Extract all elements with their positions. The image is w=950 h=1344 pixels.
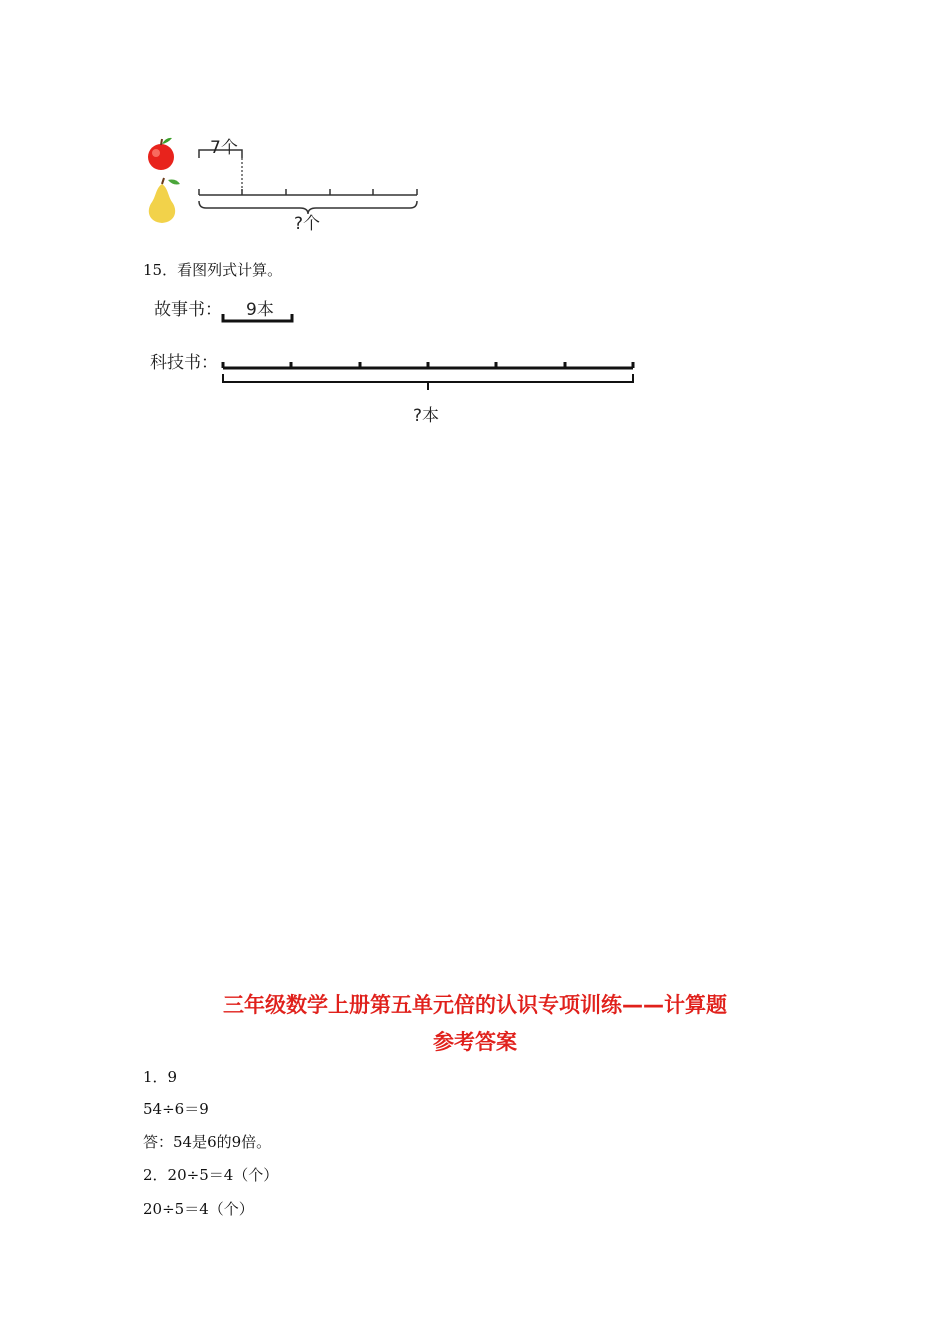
apple-icon (148, 138, 174, 170)
science-book-label: 科技书： (150, 353, 218, 373)
pear-total-label: ?个 (294, 214, 321, 234)
fruit-figure-svg (140, 128, 440, 238)
pear-icon (149, 178, 180, 223)
answer-subtitle: 参考答案 (433, 1030, 517, 1054)
answer-line: 20÷5＝4（个） (143, 1200, 254, 1218)
answer-title: 三年级数学上册第五单元倍的认识专项训练——计算题 (223, 993, 727, 1017)
apple-count-label: 7个 (210, 138, 238, 158)
story-book-label: 故事书： (154, 300, 222, 320)
question-15-text: 15．看图列式计算。 (143, 261, 283, 279)
answer-line: 答：54是6的9倍。 (143, 1133, 272, 1151)
answer-line: 54÷6＝9 (143, 1100, 209, 1118)
answer-line: 2．20÷5＝4（个） (143, 1166, 279, 1184)
pear-ticks (199, 189, 417, 195)
book-figure-svg (148, 290, 648, 430)
science-book-total-label: ?本 (413, 406, 440, 426)
story-book-value: 9本 (246, 300, 274, 320)
answer-line: 1．9 (143, 1068, 178, 1086)
book-figure (148, 290, 648, 430)
fruit-figure (140, 128, 440, 238)
science-total-brace (223, 374, 633, 390)
